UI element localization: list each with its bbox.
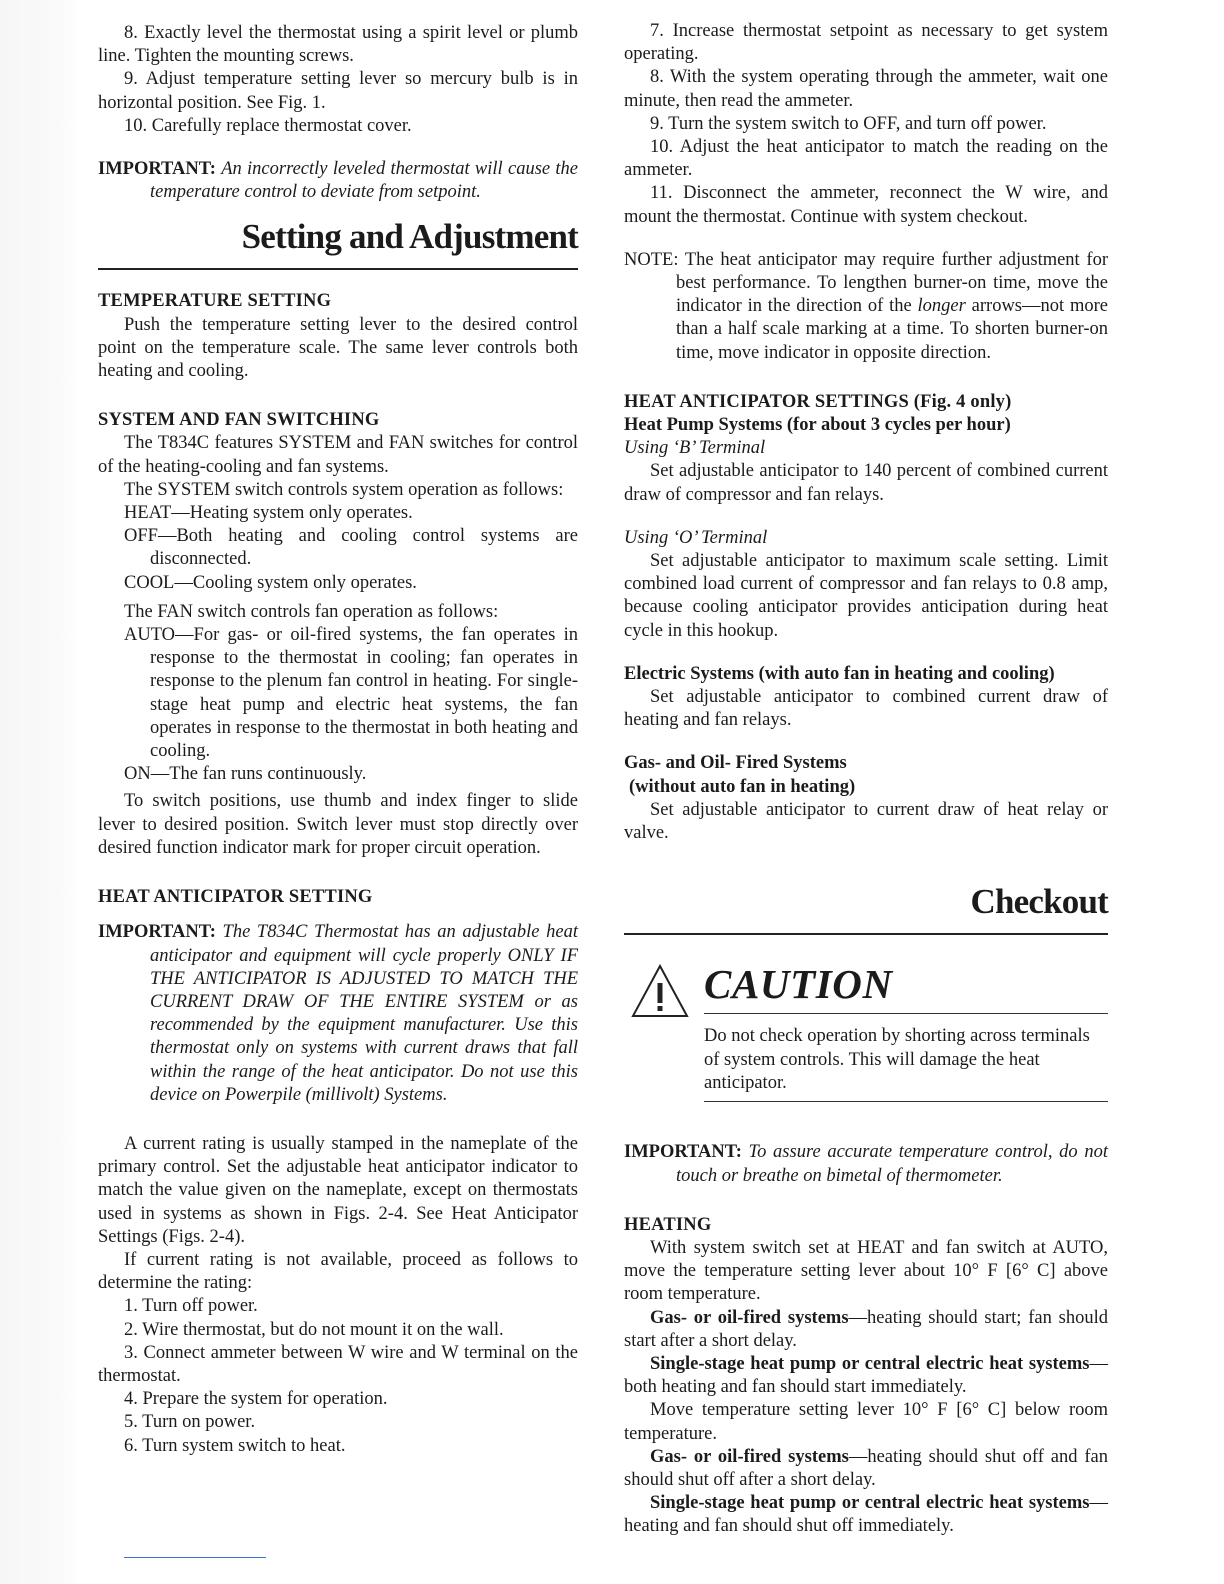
subheading-electric-systems: Electric Systems (with auto fan in heating and cooling) <box>624 663 1055 684</box>
system-item-off: OFF—Both heating and cooling control systems are disconnected. <box>124 526 578 570</box>
heading-anticipator-settings: HEAT ANTICIPATOR SETTINGS (Fig. 4 only) <box>624 391 1012 412</box>
heating-gas-stop-label: Gas- or oil-fired systems <box>650 1446 849 1467</box>
important-label: IMPORTANT: <box>624 1142 742 1163</box>
heating-heatpump-stop-text: —heating and fan should shut off immediately. <box>624 1493 1108 1537</box>
rating-step-7: 7. Increase thermostat setpoint as necessary to get system operating. <box>624 21 1108 65</box>
warning-triangle-icon <box>630 963 690 1019</box>
rating-step-11: 11. Disconnect the ammeter, reconnect the W wire, and mount the thermostat. Continue with system checkout. <box>624 183 1108 227</box>
heating-heatpump-start <box>624 1353 1108 1399</box>
rating-step-9: 9. Turn the system switch to OFF, and turn off power. <box>650 113 1047 134</box>
text-electric-systems: Set adjustable anticipator to combined current draw of heating and fan relays. <box>624 687 1108 731</box>
caution-text: Do not check operation by shorting across terminals of system controls. This will damage the heat anticipator. <box>704 1025 1108 1102</box>
important-leveling-note <box>98 158 578 204</box>
note-text-emphasis: longer <box>917 296 966 317</box>
rating-step-2: 2. Wire thermostat, but do not mount it on the wall. <box>124 1319 504 1340</box>
heading-heating: HEATING <box>624 1214 712 1235</box>
caution-title: CAUTION <box>704 959 1108 1014</box>
important-anticipator-note <box>98 921 578 1107</box>
anticipator-note <box>624 249 1108 365</box>
install-step-9: 9. Adjust temperature setting lever so mercury bulb is in horizontal position. See Fig. 1. <box>98 69 578 113</box>
rating-step-6: 6. Turn system switch to heat. <box>124 1435 346 1456</box>
subheading-heat-pump: Heat Pump Systems (for about 3 cycles per hour) <box>624 415 1011 436</box>
fan-item-on: ON—The fan runs continuously. <box>124 764 367 785</box>
install-step-8: 8. Exactly level the thermostat using a spirit level or plumb line. Tighten the mounting screws. <box>98 23 578 67</box>
important-label: IMPORTANT: <box>98 159 216 180</box>
subheading-gas-oil-systems: Gas- and Oil- Fired Systems <box>624 753 847 774</box>
heating-heatpump-start-text: —both heating and fan should start immediately. <box>624 1353 1108 1398</box>
heading-system-fan-switching: SYSTEM AND FAN SWITCHING <box>98 410 380 431</box>
rating-step-8: 8. With the system operating through the ammeter, wait one minute, then read the ammeter. <box>624 67 1108 111</box>
heating-gas-start-label: Gas- or oil-fired systems <box>650 1307 849 1328</box>
heating-p1: With system switch set at HEAT and fan switch at AUTO, move the temperature setting lever about 10° F [6° C] above room temperature. <box>624 1237 1108 1305</box>
rating-step-10: 10. Adjust the heat anticipator to match the reading on the ammeter. <box>624 137 1108 181</box>
heating-gas-stop <box>624 1446 1108 1492</box>
system-fan-p1: The T834C features SYSTEM and FAN switches for control of the heating-cooling and fan systems. <box>98 433 578 477</box>
text-using-o-terminal: Set adjustable anticipator to maximum scale setting. Limit combined load current of compressor and fan relays to 0.8 amp, because cooling anticipator provides anticipation during heat cycle in this hookup. <box>624 551 1108 641</box>
anticipator-p2: If current rating is not available, proceed as follows to determine the rating: <box>98 1249 578 1294</box>
install-step-10: 10. Carefully replace thermostat cover. <box>124 115 412 136</box>
rating-step-3: 3. Connect ammeter between W wire and W terminal on the thermostat. <box>98 1342 578 1386</box>
rating-step-5: 5. Turn on power. <box>124 1412 256 1433</box>
text-gas-oil-systems: Set adjustable anticipator to current draw of heat relay or valve. <box>624 799 1108 844</box>
heading-temperature-setting: TEMPERATURE SETTING <box>98 291 332 312</box>
fan-item-auto: AUTO—For gas- or oil-fired systems, the fan operates in response to the thermostat in cooling; fan operates in response to the plenum fan control in heating. For single-stage heat pump and electric heat systems, the fan operates in response to the thermostat in both heating and cooling. <box>124 625 578 762</box>
subheading-gas-oil-systems-2: (without auto fan in heating) <box>629 776 856 797</box>
system-item-heat: HEAT—Heating system only operates. <box>124 503 413 524</box>
section-title-checkout: Checkout <box>624 881 1108 935</box>
heating-p2: Move temperature setting lever 10° F [6° C] below room temperature. <box>624 1400 1108 1444</box>
label-using-b-terminal: Using ‘B’ Terminal <box>624 438 766 459</box>
important-label: IMPORTANT: <box>98 922 216 943</box>
heating-gas-start-text: —heating should start; fan should start after a short delay. <box>624 1307 1108 1351</box>
anticipator-p1: A current rating is usually stamped in the nameplate of the primary control. Set the adjustable heat anticipator indicator to match the value given on the nameplate, except on thermostats used in systems as shown in Figs. 2-4. See Heat Anticipator Settings (Figs. 2-4). <box>98 1133 578 1247</box>
important-thermometer-note <box>624 1141 1108 1187</box>
caution-box <box>624 957 1108 1121</box>
heating-heatpump-stop-label: Single-stage heat pump or central electric heat systems <box>650 1493 1090 1514</box>
heating-heatpump-start-label: Single-stage heat pump or central electric heat systems <box>650 1353 1090 1374</box>
heating-gas-start <box>624 1307 1108 1353</box>
rating-step-1: 1. Turn off power. <box>124 1296 258 1317</box>
system-fan-p4: To switch positions, use thumb and index finger to slide lever to desired position. Switch lever must stop directly over desired function indicator mark for proper circuit operation. <box>98 791 578 858</box>
heading-heat-anticipator-setting: HEAT ANTICIPATOR SETTING <box>98 887 373 908</box>
system-item-cool: COOL—Cooling system only operates. <box>124 572 417 593</box>
important-text: An incorrectly leveled thermostat will cause the temperature control to deviate from setpoint. <box>150 159 579 203</box>
left-column <box>98 22 578 1458</box>
important-text: The T834C Thermostat has an adjustable heat anticipator and equipment will cycle properly ONLY IF THE ANTICIPATOR IS ADJUSTED TO MATCH THE CURRENT DRAW OF THE ENTIRE SYSTEM or as recommended by the equipment manufacturer. Use this thermostat only on systems with current draws that fall within the range of the heat anticipator. Do not use this device on Powerpile (millivolt) Systems. <box>150 922 578 1105</box>
text-using-b-terminal: Set adjustable anticipator to 140 percent of combined current draw of compressor and fan relays. <box>624 461 1108 505</box>
important-text: To assure accurate temperature control, do not touch or breathe on bimetal of thermometer. <box>676 1142 1108 1186</box>
note-text-after: arrows—not more than a half scale marking at a time. To shorten burner-on time, move indicator in opposite direction. <box>676 296 1108 363</box>
scan-edge-shadow <box>0 0 84 1584</box>
scan-artifact-line <box>124 1557 266 1558</box>
heating-heatpump-stop <box>624 1492 1108 1538</box>
right-column <box>624 20 1108 1539</box>
section-title-setting-adjustment: Setting and Adjustment <box>98 216 578 270</box>
temperature-setting-text: Push the temperature setting lever to the desired control point on the temperature scale. The same lever controls both heating and cooling. <box>98 314 578 382</box>
note-text-before: NOTE: The heat anticipator may require further adjustment for best performance. To lengthen burner-on time, move the indicator in the direction of the <box>624 249 1108 317</box>
heating-gas-stop-text: —heating should shut off and fan should shut off after a short delay. <box>624 1446 1108 1490</box>
label-using-o-terminal: Using ‘O’ Terminal <box>624 527 768 548</box>
system-fan-p3: The FAN switch controls fan operation as follows: <box>124 601 499 622</box>
system-fan-p2: The SYSTEM switch controls system operation as follows: <box>124 479 564 500</box>
rating-step-4: 4. Prepare the system for operation. <box>124 1389 388 1410</box>
